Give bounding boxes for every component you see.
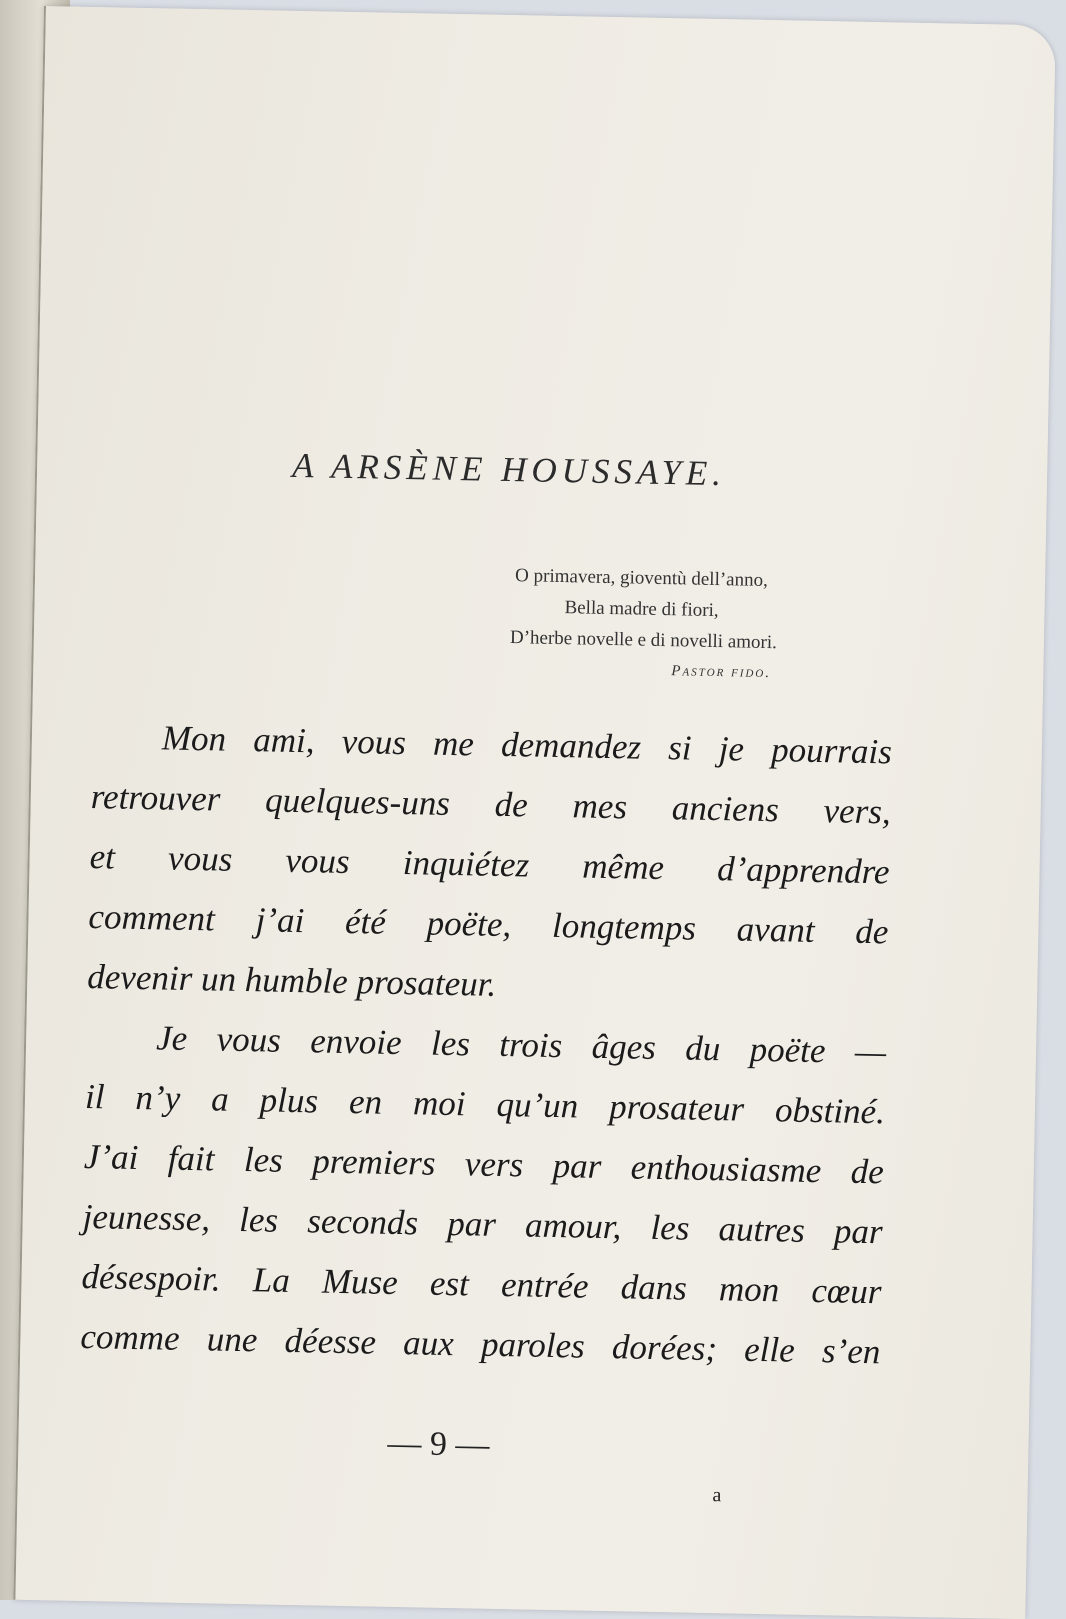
epigraph <box>503 560 885 691</box>
text-line: et vous vous inquiétez même d’apprendre <box>89 837 890 892</box>
text-line: comment j’ai été poëte, longtemps avant de <box>88 897 889 952</box>
corner-mark: a <box>712 1484 722 1507</box>
text-line: J’ai fait les premiers vers par enthousiasme de <box>83 1136 885 1192</box>
book-page <box>13 6 1055 1619</box>
dedication-title: A ARSÈNE HOUSSAYE. <box>291 445 727 494</box>
text-line: devenir un humble prosateur. <box>87 957 497 1004</box>
page-number: — 9 — <box>387 1424 490 1464</box>
epigraph-line: Bella madre di fiori, <box>564 597 719 622</box>
text-line: comme une déesse aux paroles dorées; elle s’en <box>80 1316 881 1372</box>
epigraph-attribution: Pastor fido. <box>671 663 772 682</box>
text-line: il n’y a plus en moi qu’un prosateur obstiné. <box>84 1076 886 1132</box>
text-line: jeunesse, les seconds par amour, les autres par <box>82 1196 883 1252</box>
text-line: Mon ami, vous me demandez si je pourrais <box>161 718 893 772</box>
text-line: Je vous envoie les trois âges du poëte — <box>155 1018 887 1072</box>
epigraph-line: O primavera, gioventù dell’anno, <box>514 565 769 591</box>
text-line: désespoir. La Muse est entrée dans mon cœur <box>81 1256 882 1312</box>
body-text <box>80 707 893 1382</box>
epigraph-line: D’herbe novelle e di novelli amori. <box>509 627 778 654</box>
text-line: retrouver quelques-uns de mes anciens vers, <box>90 777 892 832</box>
